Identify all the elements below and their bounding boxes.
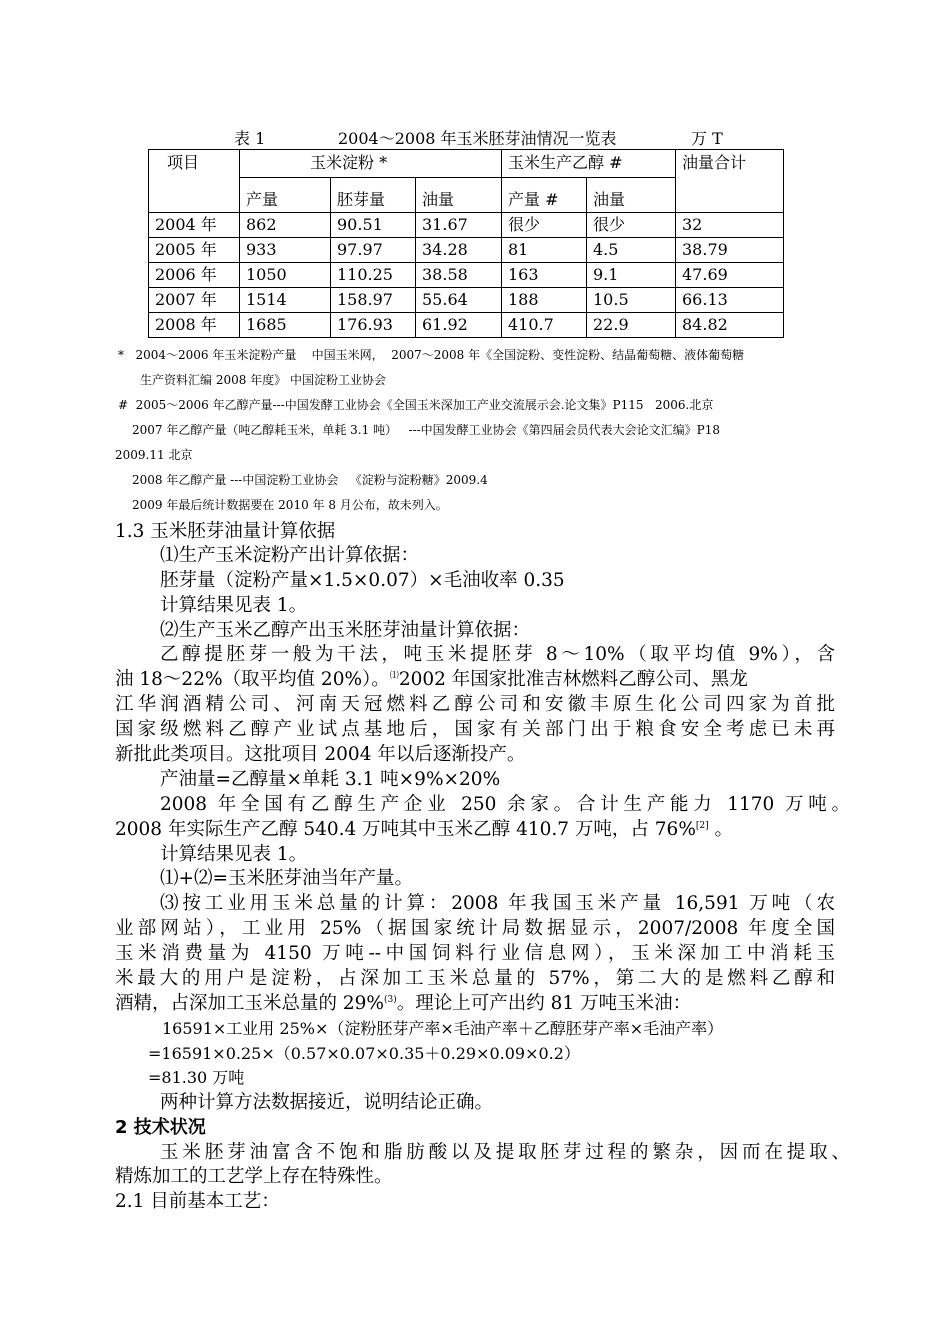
paragraph-line: 新批此类项目。这批项目 2004 年以后逐渐投产。 <box>115 744 526 765</box>
subheader-cell: 胚芽量 <box>331 178 416 213</box>
section-1-3-heading: 1.3 玉米胚芽油量计算依据 <box>115 521 336 542</box>
table-cell: 38.58 <box>416 263 502 288</box>
table-cell: 110.25 <box>331 263 416 288</box>
header-ethanol: 玉米生产乙醇 # <box>502 150 676 178</box>
table-cell: 4.5 <box>587 238 676 263</box>
header-starch: 玉米淀粉 * <box>240 150 502 178</box>
footnote-ethanol-2007-date: 2009.11 北京 <box>115 448 193 462</box>
paragraph-line <box>115 819 733 841</box>
table-cell: 34.28 <box>416 238 502 263</box>
table-cell: 2004 年 <box>149 213 240 238</box>
table-cell: 176.93 <box>331 313 416 338</box>
header-item: 项目 <box>149 150 240 213</box>
table-cell: 31.67 <box>416 213 502 238</box>
paragraph-line: 2008 年全国有乙醇生产企业 250 余家。合计生产能力 1170 万吨。 <box>160 794 850 815</box>
table-row <box>149 238 784 263</box>
formula-line: =81.30 万吨 <box>148 1068 245 1087</box>
paragraph: 产油量=乙醇量×单耗 3.1 吨×9%×20% <box>160 769 501 790</box>
table-row <box>149 288 784 313</box>
table-cell: 1685 <box>240 313 331 338</box>
text-run: 2008 年实际生产乙醇 540.4 万吨其中玉米乙醇 410.7 万吨，占 76% <box>115 819 696 840</box>
table-cell: 2005 年 <box>149 238 240 263</box>
footnote-ethanol-source: # 2005～2006 年乙醇产量---中国发酵工业协会《全国玉米深加工产业交流展示会.论文集》P115 2006.北京 <box>118 398 714 412</box>
table-cell: 81 <box>502 238 587 263</box>
section-2-heading: 2 技术状况 <box>115 1117 206 1138</box>
table-cell: 862 <box>240 213 331 238</box>
paragraph-line: 国家级燃料乙醇产业试点基地后，国家有关部门出于粮食安全考虑已未再 <box>115 719 835 740</box>
table-row <box>149 263 784 288</box>
table-cell: 163 <box>502 263 587 288</box>
paragraph-line: 江华润酒精公司、河南天冠燃料乙醇公司和安徽丰原生化公司四家为首批 <box>115 694 835 715</box>
paragraph-line: ⑶按工业用玉米总量的计算：2008 年我国玉米产量 16,591 万吨（农 <box>160 893 835 914</box>
citation-mark: ⑴ <box>389 671 399 681</box>
formula-line: =16591×0.25×（0.57×0.07×0.35＋0.29×0.09×0.2） <box>148 1044 580 1063</box>
table-cell: 32 <box>676 213 784 238</box>
table-cell: 55.64 <box>416 288 502 313</box>
table-cell: 97.97 <box>331 238 416 263</box>
text-run: 。 <box>708 819 734 840</box>
table-unit: 万 T <box>691 129 723 148</box>
footnote-starch-source-cont: 生产资料汇编 2008 年度》 中国淀粉工业协会 <box>140 373 386 387</box>
table-cell: 188 <box>502 288 587 313</box>
table-title: 2004～2008 年玉米胚芽油情况一览表 <box>338 129 617 148</box>
table-cell: 410.7 <box>502 313 587 338</box>
table-cell: 158.97 <box>331 288 416 313</box>
table-header-row <box>149 150 784 178</box>
text-run: 酒精，占深加工玉米总量的 29% <box>115 993 385 1014</box>
table-cell: 47.69 <box>676 263 784 288</box>
table-cell: 2008 年 <box>149 313 240 338</box>
paragraph: 计算结果见表 1。 <box>160 595 308 616</box>
table-cell: 84.82 <box>676 313 784 338</box>
table-cell: 1050 <box>240 263 331 288</box>
footnote-starch-source: * 2004～2006 年玉米淀粉产量 中国玉米网， 2007～2008 年《全国淀粉、变性淀粉、结晶葡萄糖、液体葡萄糖 <box>118 348 745 362</box>
paragraph-line <box>115 993 691 1015</box>
footnote-ethanol-2008: 2008 年乙醇产量 ---中国淀粉工业协会 《淀粉与淀粉糖》2009.4 <box>132 473 488 487</box>
table-cell: 2007 年 <box>149 288 240 313</box>
corn-germ-oil-table <box>148 149 784 338</box>
paragraph-line: 玉米胚芽油富含不饱和脂肪酸以及提取胚芽过程的繁杂，因而在提取、 <box>160 1142 850 1163</box>
subheader-cell: 油量 <box>416 178 502 213</box>
subheader-cell: 油量 <box>587 178 676 213</box>
table-cell: 61.92 <box>416 313 502 338</box>
table-cell: 66.13 <box>676 288 784 313</box>
paragraph-line <box>115 669 835 691</box>
formula-line: 16591×工业用 25%×（淀粉胚芽产率×毛油产率＋乙醇胚芽产率×毛油产率） <box>162 1019 724 1038</box>
table-cell: 1514 <box>240 288 331 313</box>
table-cell: 22.9 <box>587 313 676 338</box>
paragraph-line: 米最大的用户是淀粉，占深加工玉米总量的 57%，第二大的是燃料乙醇和 <box>115 968 835 989</box>
paragraph-line: 业部网站），工业用 25%（据国家统计局数据显示，2007/2008 年度全国 <box>115 918 835 939</box>
paragraph: 计算结果见表 1。 <box>160 844 308 865</box>
subheader-cell: 产量 <box>240 178 331 213</box>
paragraph-line: 玉米消费量为 4150 万吨--中国饲料行业信息网），玉米深加工中消耗玉 <box>115 943 835 964</box>
paragraph-line: 精炼加工的工艺学上存在特殊性。 <box>115 1166 393 1187</box>
table-cell: 90.51 <box>331 213 416 238</box>
subheader-cell: 产量 # <box>502 178 587 213</box>
table-caption <box>150 126 785 148</box>
paragraph-line: 乙醇提胚芽一般为干法，吨玉米提胚芽 8～10%（取平均值 9%），含 <box>160 644 835 665</box>
section-2-1-heading: 2.1 目前基本工艺： <box>115 1191 280 1212</box>
paragraph: 胚芽量（淀粉产量×1.5×0.07）×毛油收率 0.35 <box>160 570 565 591</box>
table-row <box>149 313 784 338</box>
table-cell: 38.79 <box>676 238 784 263</box>
citation-mark: [2] <box>695 821 709 831</box>
table-cell: 10.5 <box>587 288 676 313</box>
header-total: 油量合计 <box>676 150 784 213</box>
table-cell: 很少 <box>587 213 676 238</box>
table-cell: 2006 年 <box>149 263 240 288</box>
text-run: 。理论上可产出约 81 万吨玉米油： <box>396 993 692 1014</box>
paragraph: ⑴+⑵=玉米胚芽油当年产量。 <box>160 868 414 889</box>
citation-mark: (3) <box>384 995 397 1005</box>
paragraph: ⑵生产玉米乙醇产出玉米胚芽油量计算依据： <box>160 620 531 641</box>
table-cell: 9.1 <box>587 263 676 288</box>
table-row <box>149 213 784 238</box>
table-cell: 很少 <box>502 213 587 238</box>
paragraph: 两种计算方法数据接近，说明结论正确。 <box>160 1092 494 1113</box>
text-run: 2002 年国家批准吉林燃料乙醇公司、黑龙 <box>398 669 748 690</box>
paragraph: ⑴生产玉米淀粉产出计算依据： <box>160 545 420 566</box>
footnote-2009-note: 2009 年最后统计数据要在 2010 年 8 月公布，故未列入。 <box>132 498 448 512</box>
footnote-ethanol-2007: 2007 年乙醇产量（吨乙醇耗玉米，单耗 3.1 吨） ---中国发酵工业协会《第四届会员代表大会论文汇编》P18 <box>132 423 721 437</box>
table-number: 表 1 <box>234 129 266 148</box>
text-run: 油 18～22%（取平均值 20%）。 <box>115 669 390 690</box>
table-cell: 933 <box>240 238 331 263</box>
